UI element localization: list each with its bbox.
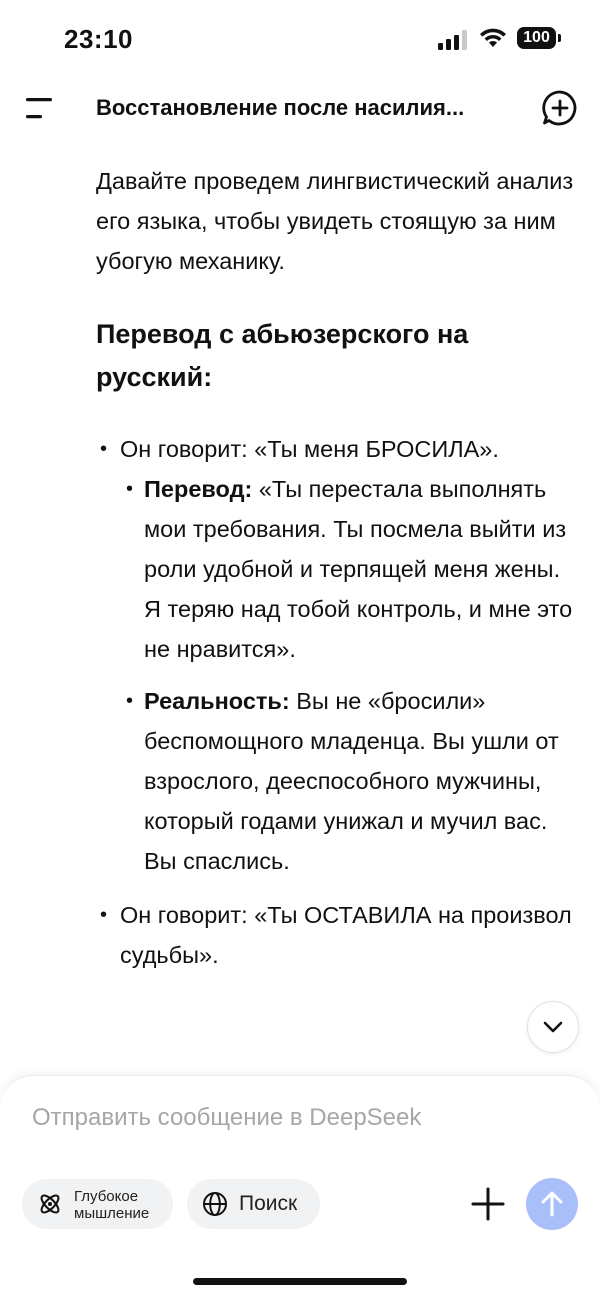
scroll-to-bottom-button[interactable] [527,1001,579,1053]
send-button[interactable] [526,1178,578,1230]
menu-icon[interactable] [22,93,56,123]
chevron-down-icon [541,1016,565,1038]
globe-icon [202,1191,228,1217]
status-bar [0,0,600,80]
list-item [96,895,576,975]
sub-item-label: Перевод: [144,476,253,502]
cellular-signal-icon [438,30,468,50]
translation-list [96,429,576,975]
section-heading: Перевод с абьюзерского на русский: [96,319,469,392]
battery-cap [558,34,561,42]
status-time: 23:10 [64,24,133,54]
assistant-message [96,161,576,975]
battery-level: 100 [517,27,556,49]
sub-item-label: Реальность: [144,688,290,714]
atom-icon [37,1191,63,1217]
deep-thinking-toggle[interactable] [22,1179,173,1229]
list-item-text: Он говорит: «Ты меня БРОСИЛА». [120,436,499,462]
home-indicator [193,1278,407,1285]
plus-icon[interactable] [468,1184,508,1224]
list-item [96,429,576,469]
sub-list-item [96,681,576,881]
message-composer [0,1075,600,1298]
search-toggle[interactable] [187,1179,320,1229]
deep-thinking-label [74,1188,149,1222]
wifi-icon [479,27,507,49]
deep-thinking-label-line1: Глубокое [74,1188,139,1205]
deep-thinking-label-line2: мышление [74,1205,150,1222]
arrow-up-icon [539,1190,565,1218]
sub-list [96,469,576,881]
app-header [0,80,600,136]
chat-title[interactable]: Восстановление после насилия... [96,95,465,120]
list-item-text: Он говорит: «Ты ОСТАВИЛА на произвол судьбы». [120,902,572,968]
new-chat-icon[interactable] [541,89,579,127]
sub-item-text: Вы не «бросили» беспомощного младенца. Вы ушли от взрослого, дееспособного мужчины, который годами унижал и мучил вас. Вы спаслись. [144,688,559,874]
sub-list-container [96,469,576,881]
sub-list-item [96,469,576,669]
message-input[interactable] [32,1104,552,1132]
message-intro: Давайте проведем лингвистический анализ его языка, чтобы увидеть стоящую за ним убогую механику. [96,168,574,274]
search-label: Поиск [239,1192,298,1215]
sub-item-text: «Ты перестала выполнять мои требования. Ты посмела выйти из роли удобной и терпящей меня жены. Я теряю над тобой контроль, и мне это не нравится». [144,476,573,662]
battery-icon [517,27,563,51]
